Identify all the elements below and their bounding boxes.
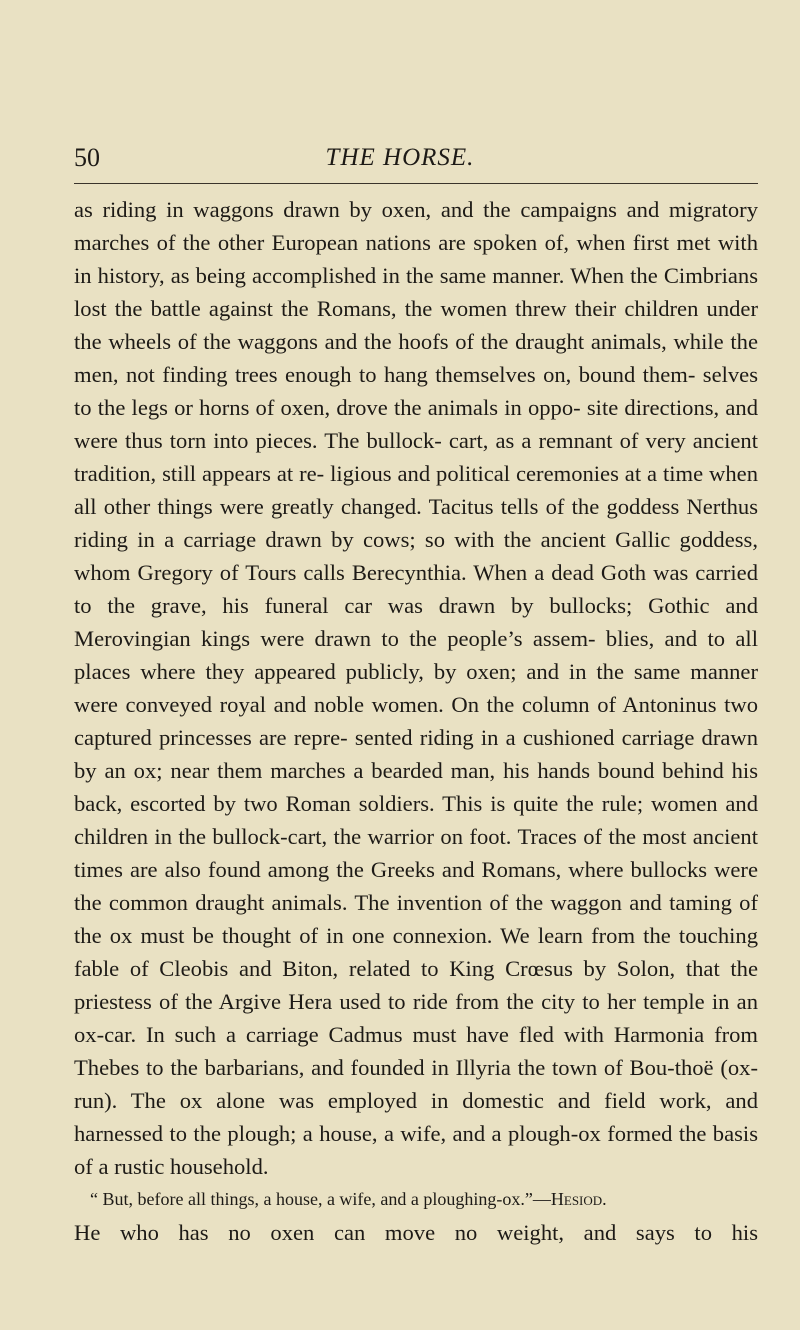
header-rule xyxy=(74,183,758,184)
body-paragraph: as riding in waggons drawn by oxen, and the campaigns and migratory marches of the other European nations are spoken of, when first met with in history, as being accomplished in the same manner. When the Cimbrians lost the battle against the Romans, the women threw their children under the wheels of the waggons and the hoofs of the draught animals, while the men, not finding trees enough to hang themselves on, bound them- selves to the legs or horns of oxen, drove the animals in oppo- site directions, and were thus torn into pieces. The bullock- cart, as a remnant of very ancient tradition, still appears at re- ligious and political ceremonies at a time when all other things were greatly changed. Tacitus tells of the goddess Nerthus riding in a carriage drawn by cows; so with the ancient Gallic goddess, whom Gregory of Tours calls Berecynthia. When a dead Goth was carried to the grave, his funeral car was drawn by bullocks; Gothic and Merovingian kings were drawn to the people’s assem- blies, and to all places where they appeared publicly, by oxen; and in the same manner were conveyed royal and noble women. On the column of Antoninus two captured princesses are repre- sented riding in a cushioned carriage drawn by an ox; near them marches a bearded man, his hands bound behind his back, escorted by two Roman soldiers. This is quite the rule; women and children in the bullock-cart, the warrior on foot. Traces of the most ancient times are also found among the Greeks and Romans, where bullocks were the common draught animals. The invention of the waggon and taming of the ox must be thought of in one connexion. We learn from the touching fable of Cleobis and Biton, related to King Crœsus by Solon, that the priestess of the Argive Hera used to ride from the city to her temple in an ox-car. In such a carriage Cadmus must have fled with Harmonia from Thebes to the barbarians, and founded in Illyria the town of Bou-thoë (ox-run). The ox alone was employed in domestic and field work, and harnessed to the plough; a house, a wife, and a plough-ox formed the basis of a rustic household. xyxy=(74,197,758,1179)
quote-text: “ But, before all things, a house, a wife, and a ploughing-ox.”— xyxy=(90,1189,551,1209)
running-head: THE HORSE. xyxy=(325,144,475,171)
page-number: 50 xyxy=(74,143,100,172)
continuation-line: He who has no oxen can move no weight, and says to his xyxy=(74,1220,758,1245)
epigraph-quote xyxy=(74,1183,758,1216)
quote-attribution: Hesiod. xyxy=(550,1189,607,1209)
page-header xyxy=(0,143,800,183)
main-text xyxy=(74,193,758,1250)
